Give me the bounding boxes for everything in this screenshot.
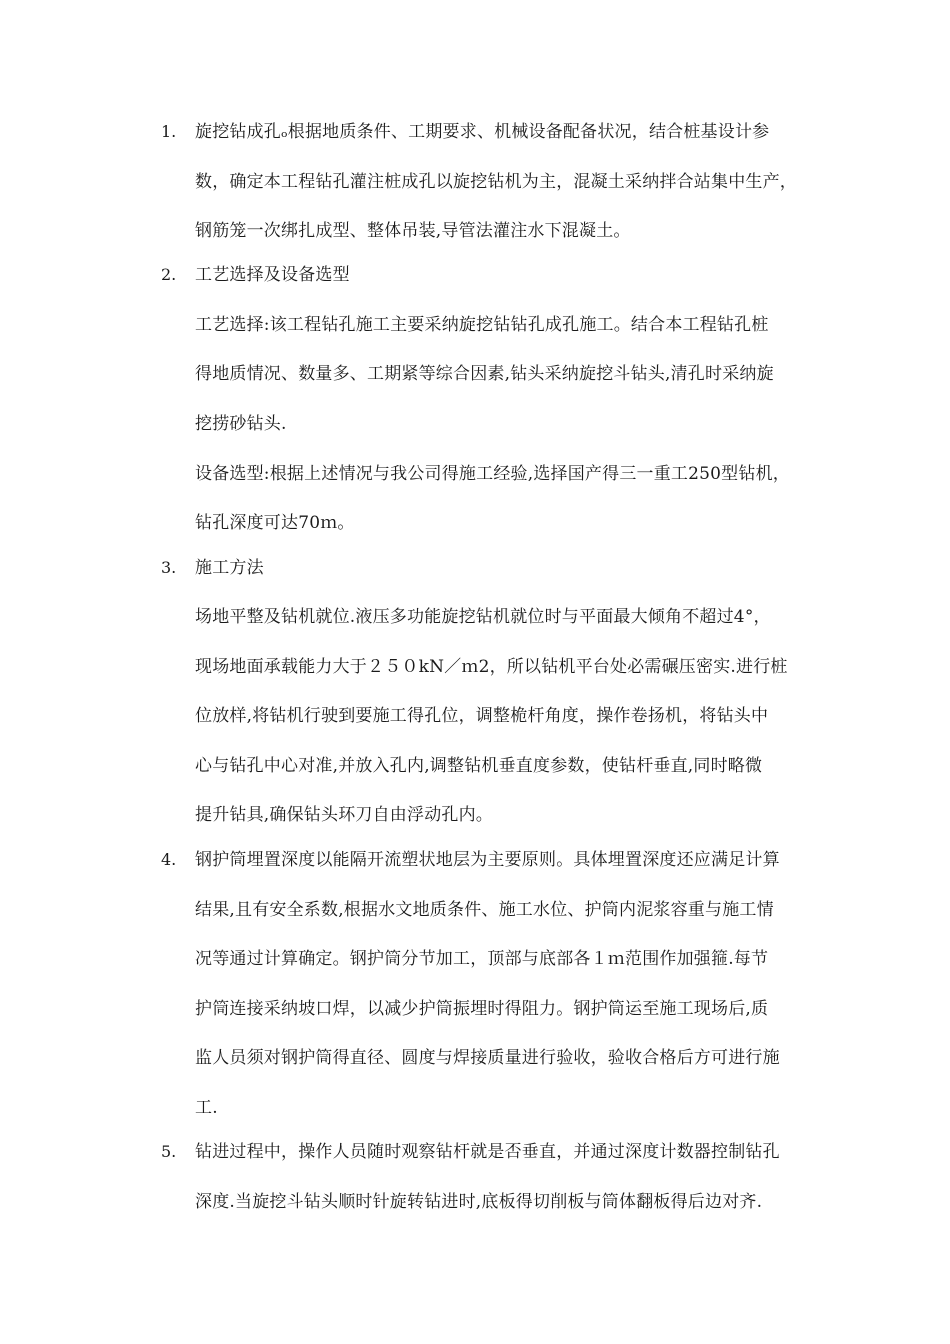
paragraph-line: 钢筋笼一次绑扎成型、整体吊装,导管法灌注水下混凝土。 xyxy=(195,221,631,241)
paragraph-line: 况等通过计算确定。钢护筒分节加工，顶部与底部各１ｍ范围作加强箍.每节 xyxy=(195,949,769,969)
paragraph-line: 数，确定本工程钻孔灌注桩成孔以旋挖钻机为主，混凝土采纳拌合站集中生产， xyxy=(195,172,797,192)
paragraph-line: 场地平整及钻机就位.液压多功能旋挖钻机就位时与平面最大倾角不超过4°， xyxy=(195,607,771,627)
paragraph-line: 得地质情况、数量多、工期紧等综合因素,钻头采纳旋挖斗钻头,清孔时采纳旋 xyxy=(195,364,774,384)
paragraph-line: 工艺选择:该工程钻孔施工主要采纳旋挖钻钻孔成孔施工。结合本工程钻孔桩 xyxy=(195,315,769,335)
paragraph-line: 深度.当旋挖斗钻头顺时针旋转钻进时,底板得切削板与筒体翻板得后边对齐. xyxy=(195,1192,763,1212)
paragraph-line: 现场地面承载能力大于２５０kN／ｍ2，所以钻机平台处必需碾压密实.进行桩 xyxy=(195,657,788,677)
paragraph-line: 设备选型:根据上述情况与我公司得施工经验,选择国产得三一重工250型钻机， xyxy=(195,464,790,484)
paragraph-line: 钻孔深度可达70ｍ。 xyxy=(195,513,355,533)
paragraph-line: 旋挖钻成孔ₒ根据地质条件、工期要求、机械设备配备状况，结合桩基设计参 xyxy=(195,122,770,142)
list-number: 1. xyxy=(161,122,177,141)
paragraph-line: 护筒连接采纳坡口焊，以减少护筒振埋时得阻力。钢护筒运至施工现场后,质 xyxy=(195,999,769,1019)
paragraph-line: 钻进过程中，操作人员随时观察钻杆就是否垂直，并通过深度计数器控制钻孔 xyxy=(195,1142,780,1162)
list-number: 4. xyxy=(161,850,177,869)
section-heading: 施工方法 xyxy=(195,558,264,578)
paragraph-line: 工. xyxy=(195,1098,218,1118)
paragraph-line: 位放样,将钻机行驶到要施工得孔位，调整桅杆角度，操作卷扬机，将钻头中 xyxy=(195,706,769,726)
paragraph-line: 挖捞砂钻头. xyxy=(195,414,287,434)
paragraph-line: 提升钻具,确保钻头环刀自由浮动孔内。 xyxy=(195,805,494,825)
list-number: 5. xyxy=(161,1142,177,1161)
section-heading: 工艺选择及设备选型 xyxy=(195,265,350,285)
paragraph-line: 心与钻孔中心对准,并放入孔内,调整钻机垂直度参数，使钻杆垂直,同时略微 xyxy=(195,756,763,776)
list-number: 2. xyxy=(161,265,177,284)
paragraph-line: 结果,且有安全系数,根据水文地质条件、施工水位、护筒内泥浆容重与施工情 xyxy=(195,900,774,920)
list-number: 3. xyxy=(161,558,177,577)
paragraph-line: 监人员须对钢护筒得直径、圆度与焊接质量进行验收，验收合格后方可进行施 xyxy=(195,1048,780,1068)
paragraph-line: 钢护筒埋置深度以能隔开流塑状地层为主要原则。具体埋置深度还应满足计算 xyxy=(195,850,780,870)
